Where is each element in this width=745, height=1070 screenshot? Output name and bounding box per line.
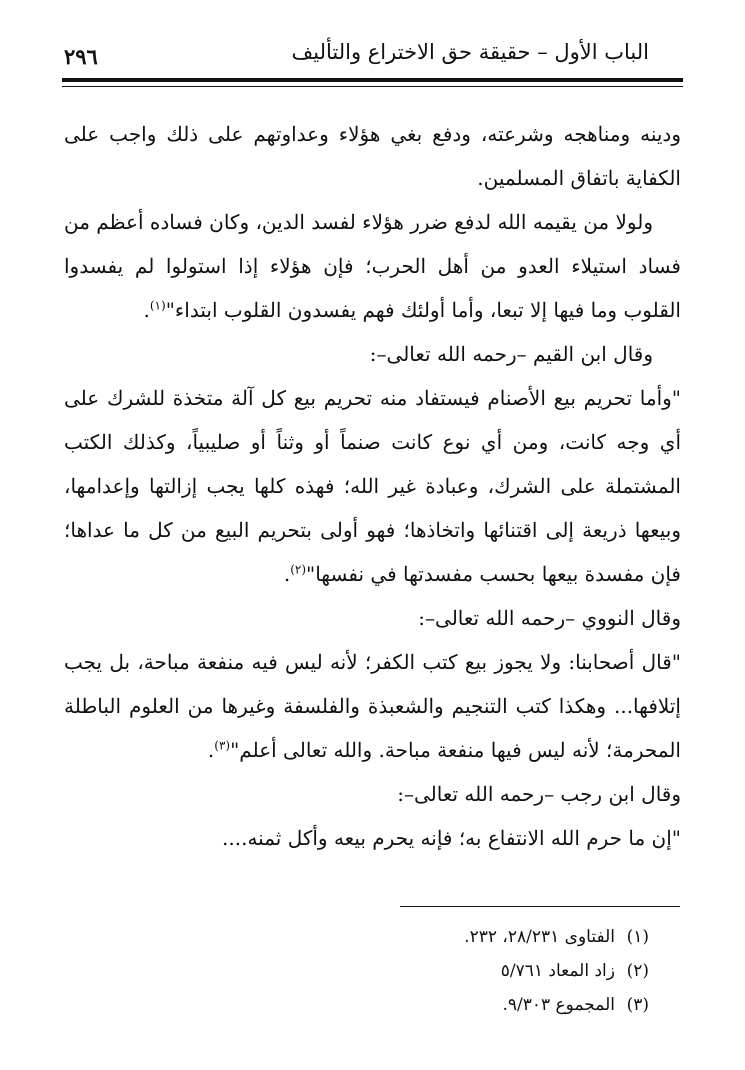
page-number: ٢٩٦	[64, 44, 98, 69]
footnote-text: الفتاوى ٢٨/٢٣١، ٢٣٢.	[464, 927, 615, 947]
footnote-number: (٢)	[626, 961, 649, 981]
footnote-ref: (١)	[149, 298, 166, 313]
paragraph	[64, 640, 681, 772]
paragraph	[64, 112, 681, 200]
footnote-text: المجموع ٩/٣٠٣.	[502, 995, 615, 1015]
footnote	[464, 954, 649, 988]
footnote-text: زاد المعاد ٥/٧٦١	[500, 961, 615, 981]
footnote-number: (١)	[626, 927, 649, 947]
paragraph-text: "قال أصحابنا: ولا يجوز بيع كتب الكفر؛ لأنه ليس فيه منفعة مباحة، بل يجب إتلافها... وهكذا كتب التنجيم والشعبذة والفلسفة وغيرها من العلوم الباطلة المحرمة؛ لأنه ليس فيها منفعة مباحة. والله تعالى أعلم"	[64, 650, 681, 762]
paragraph	[64, 200, 681, 332]
footnote-ref: (٣)	[214, 738, 231, 753]
header-rule-thick	[62, 78, 683, 82]
footnotes	[464, 920, 649, 1022]
footnote-ref: (٢)	[290, 562, 307, 577]
paragraph-text: ولولا من يقيمه الله لدفع ضرر هؤلاء لفسد الدين، وكان فساده أعظم من فساد استيلاء العدو من أهل الحرب؛ فإن هؤلاء إذا استولوا لم يفسدوا القلوب وما فيها إلا تبعا، وأما أولئك فهم يفسدون القلوب ابتداء"	[64, 210, 681, 322]
paragraph-text: وقال ابن رجب –رحمه الله تعالى–:	[397, 782, 681, 806]
paragraph-end: .	[143, 298, 150, 322]
paragraph-text: ودينه ومناهجه وشرعته، ودفع بغي هؤلاء وعداوتهم على ذلك واجب على الكفاية باتفاق المسلمين.	[64, 122, 681, 190]
footnote-separator	[400, 906, 680, 907]
speaker-line	[64, 772, 681, 816]
paragraph-text: "وأما تحريم بيع الأصنام فيستفاد منه تحريم بيع كل آلة متخذة للشرك على أي وجه كانت، ومن أي نوع كانت صنماً أو وثناً أو صليبياً، وكذلك الكتب المشتملة على الشرك، وعبادة غير الله؛ فهذه كلها يجب إزالتها وإعدامها، وبيعها ذريعة إلى اقتنائها واتخاذها؛ فهو أولى بتحريم البيع من كل ما عداها؛ فإن مفسدة بيعها بحسب مفسدتها في نفسها"	[64, 386, 681, 586]
paragraph	[64, 816, 681, 860]
footnote-number: (٣)	[626, 995, 649, 1015]
paragraph-text: وقال النووي –رحمه الله تعالى–:	[418, 606, 681, 630]
footnote	[464, 988, 649, 1022]
running-header-title: الباب الأول – حقيقة حق الاختراع والتأليف	[291, 40, 649, 64]
speaker-line	[64, 332, 681, 376]
footnote	[464, 920, 649, 954]
paragraph	[64, 376, 681, 596]
body-text	[64, 112, 681, 860]
paragraph-end: .	[207, 738, 215, 762]
paragraph-text: "إن ما حرم الله الانتفاع به؛ فإنه يحرم بيعه وأكل ثمنه....	[222, 826, 681, 850]
header-rule-thin	[62, 86, 683, 87]
paragraph-end: .	[283, 562, 291, 586]
speaker-line	[64, 596, 681, 640]
paragraph-text: وقال ابن القيم –رحمه الله تعالى–:	[369, 342, 653, 366]
